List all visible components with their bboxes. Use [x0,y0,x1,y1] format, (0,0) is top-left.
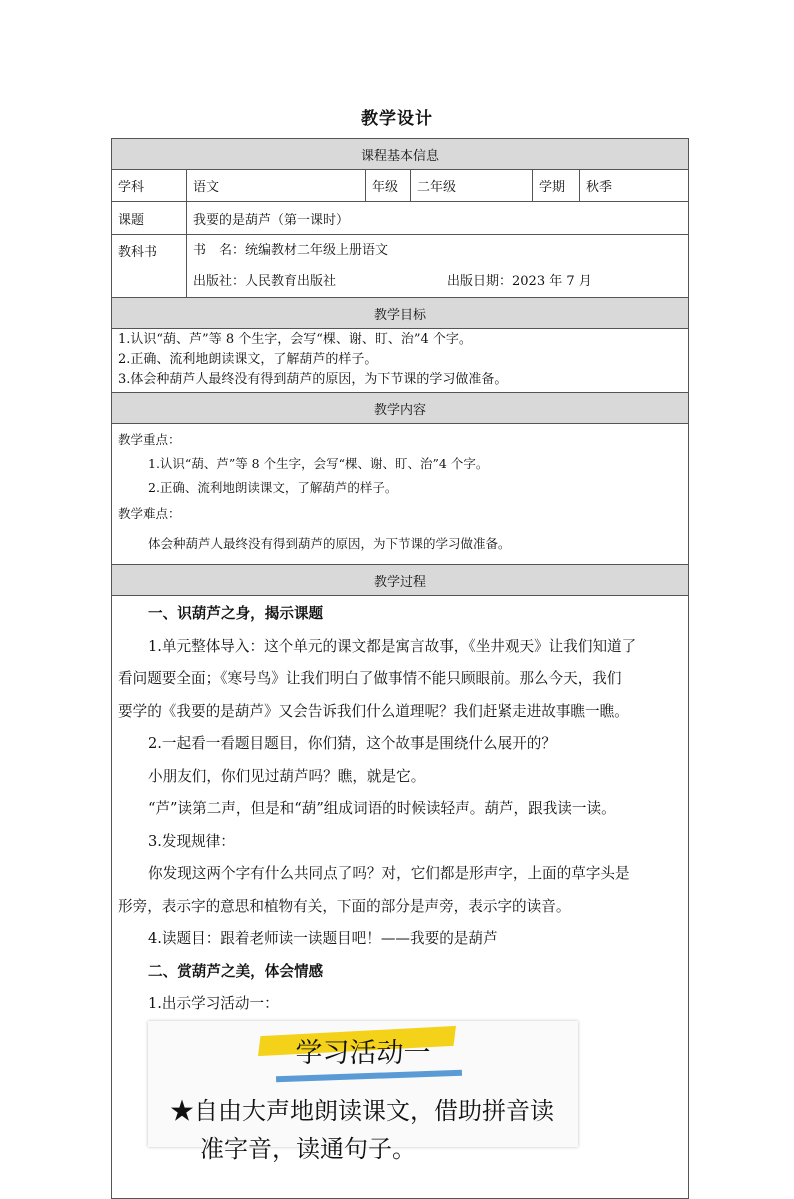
subject-label: 学科 [112,170,187,202]
section-header-process: 教学过程 [112,565,689,596]
topic-label: 课题 [112,202,187,235]
activity-instruction: ★自由大声地朗读课文，借助拼音读 [170,1096,554,1125]
difficulty-text: 体会种葫芦人最终没有得到葫芦的原因，为下节课的学习做准备。 [148,536,511,551]
key-point-item: 1.认识“葫、芦”等 8 个生字，会写“棵、谢、盯、治”4 个字。 [148,456,489,471]
activity-slide-image [148,1021,578,1163]
publish-date: 出版日期：2023 年 7 月 [447,274,592,289]
objective-item: 3.体会种葫芦人最终没有得到葫芦的原因，为下节课的学习做准备。 [118,372,508,387]
objective-item: 2.正确、流利地朗读课文，了解葫芦的样子。 [118,352,378,367]
process-paragraph: 形旁，表示字的意思和植物有关，下面的部分是声旁，表示字的读音。 [118,897,571,915]
process-paragraph: 1.出示学习活动一： [148,995,279,1012]
grade-label: 年级 [366,170,411,202]
textbook-info [187,235,689,298]
key-points-label: 教学重点： [118,432,181,447]
process-paragraph: 看问题要全面；《寒号鸟》让我们明白了做事情不能只顾眼前。那么今天，我们 [118,670,622,687]
textbook-label: 教科书 [112,235,187,298]
process-heading-1: 一、识葫芦之身，揭示课题 [148,605,324,622]
process-paragraph: 小朋友们，你们见过葫芦吗？瞧，就是它。 [148,767,426,785]
term-label: 学期 [533,170,580,202]
objective-item: 1.认识“葫、芦”等 8 个生字，会写“棵、谢、盯、治”4 个字。 [118,332,472,347]
lesson-plan-table [111,138,689,1199]
process-paragraph: 1.单元整体导入：这个单元的课文都是寓言故事，《坐井观天》让我们知道了 [148,637,637,655]
process-heading-2: 二、赏葫芦之美，体会情感 [148,962,324,980]
activity-instruction-continued: 准字音，读通句子。 [200,1134,416,1163]
process-paragraph: 2.一起看一看题目题目，你们猜，这个故事是围绕什么展开的？ [148,735,556,752]
section-header-content: 教学内容 [112,393,689,424]
process-paragraph: 3.发现规律： [148,832,235,850]
publisher-row [187,266,688,297]
section-header-basic-info: 课程基本信息 [112,139,689,170]
objectives-list [112,329,689,393]
difficulty-label: 教学难点： [118,506,181,521]
publisher: 出版社：人民教育出版社 [193,274,337,289]
topic-value: 我要的是葫芦（第一课时） [187,202,689,235]
document-title: 教学设计 [361,109,433,129]
process-paragraph: “芦”读第二声，但是和“葫”组成词语的时候读轻声。葫芦，跟我读一读。 [148,800,616,817]
process-paragraph: 4.读题目：跟着老师读一读题目吧！——我要的是葫芦 [148,930,498,947]
grade-value: 二年级 [411,170,533,202]
activity-title: 学习活动一 [295,1037,431,1069]
underline-brush-stroke [276,1069,462,1081]
subject-value: 语文 [187,170,366,202]
process-paragraph: 你发现这两个字有什么共同点了吗？对，它们都是形声字，上面的草字头是 [148,865,630,882]
process-paragraph: 要学的《我要的是葫芦》又会告诉我们什么道理呢？我们赶紧走进故事瞧一瞧。 [118,702,629,720]
key-point-item: 2.正确、流利地朗读课文，了解葫芦的样子。 [148,480,398,495]
section-header-objectives: 教学目标 [112,298,689,329]
content-cell [112,424,689,565]
term-value: 秋季 [580,170,689,202]
process-cell [112,596,689,1199]
book-name: 书 名：统编教材二年级上册语文 [193,243,389,258]
